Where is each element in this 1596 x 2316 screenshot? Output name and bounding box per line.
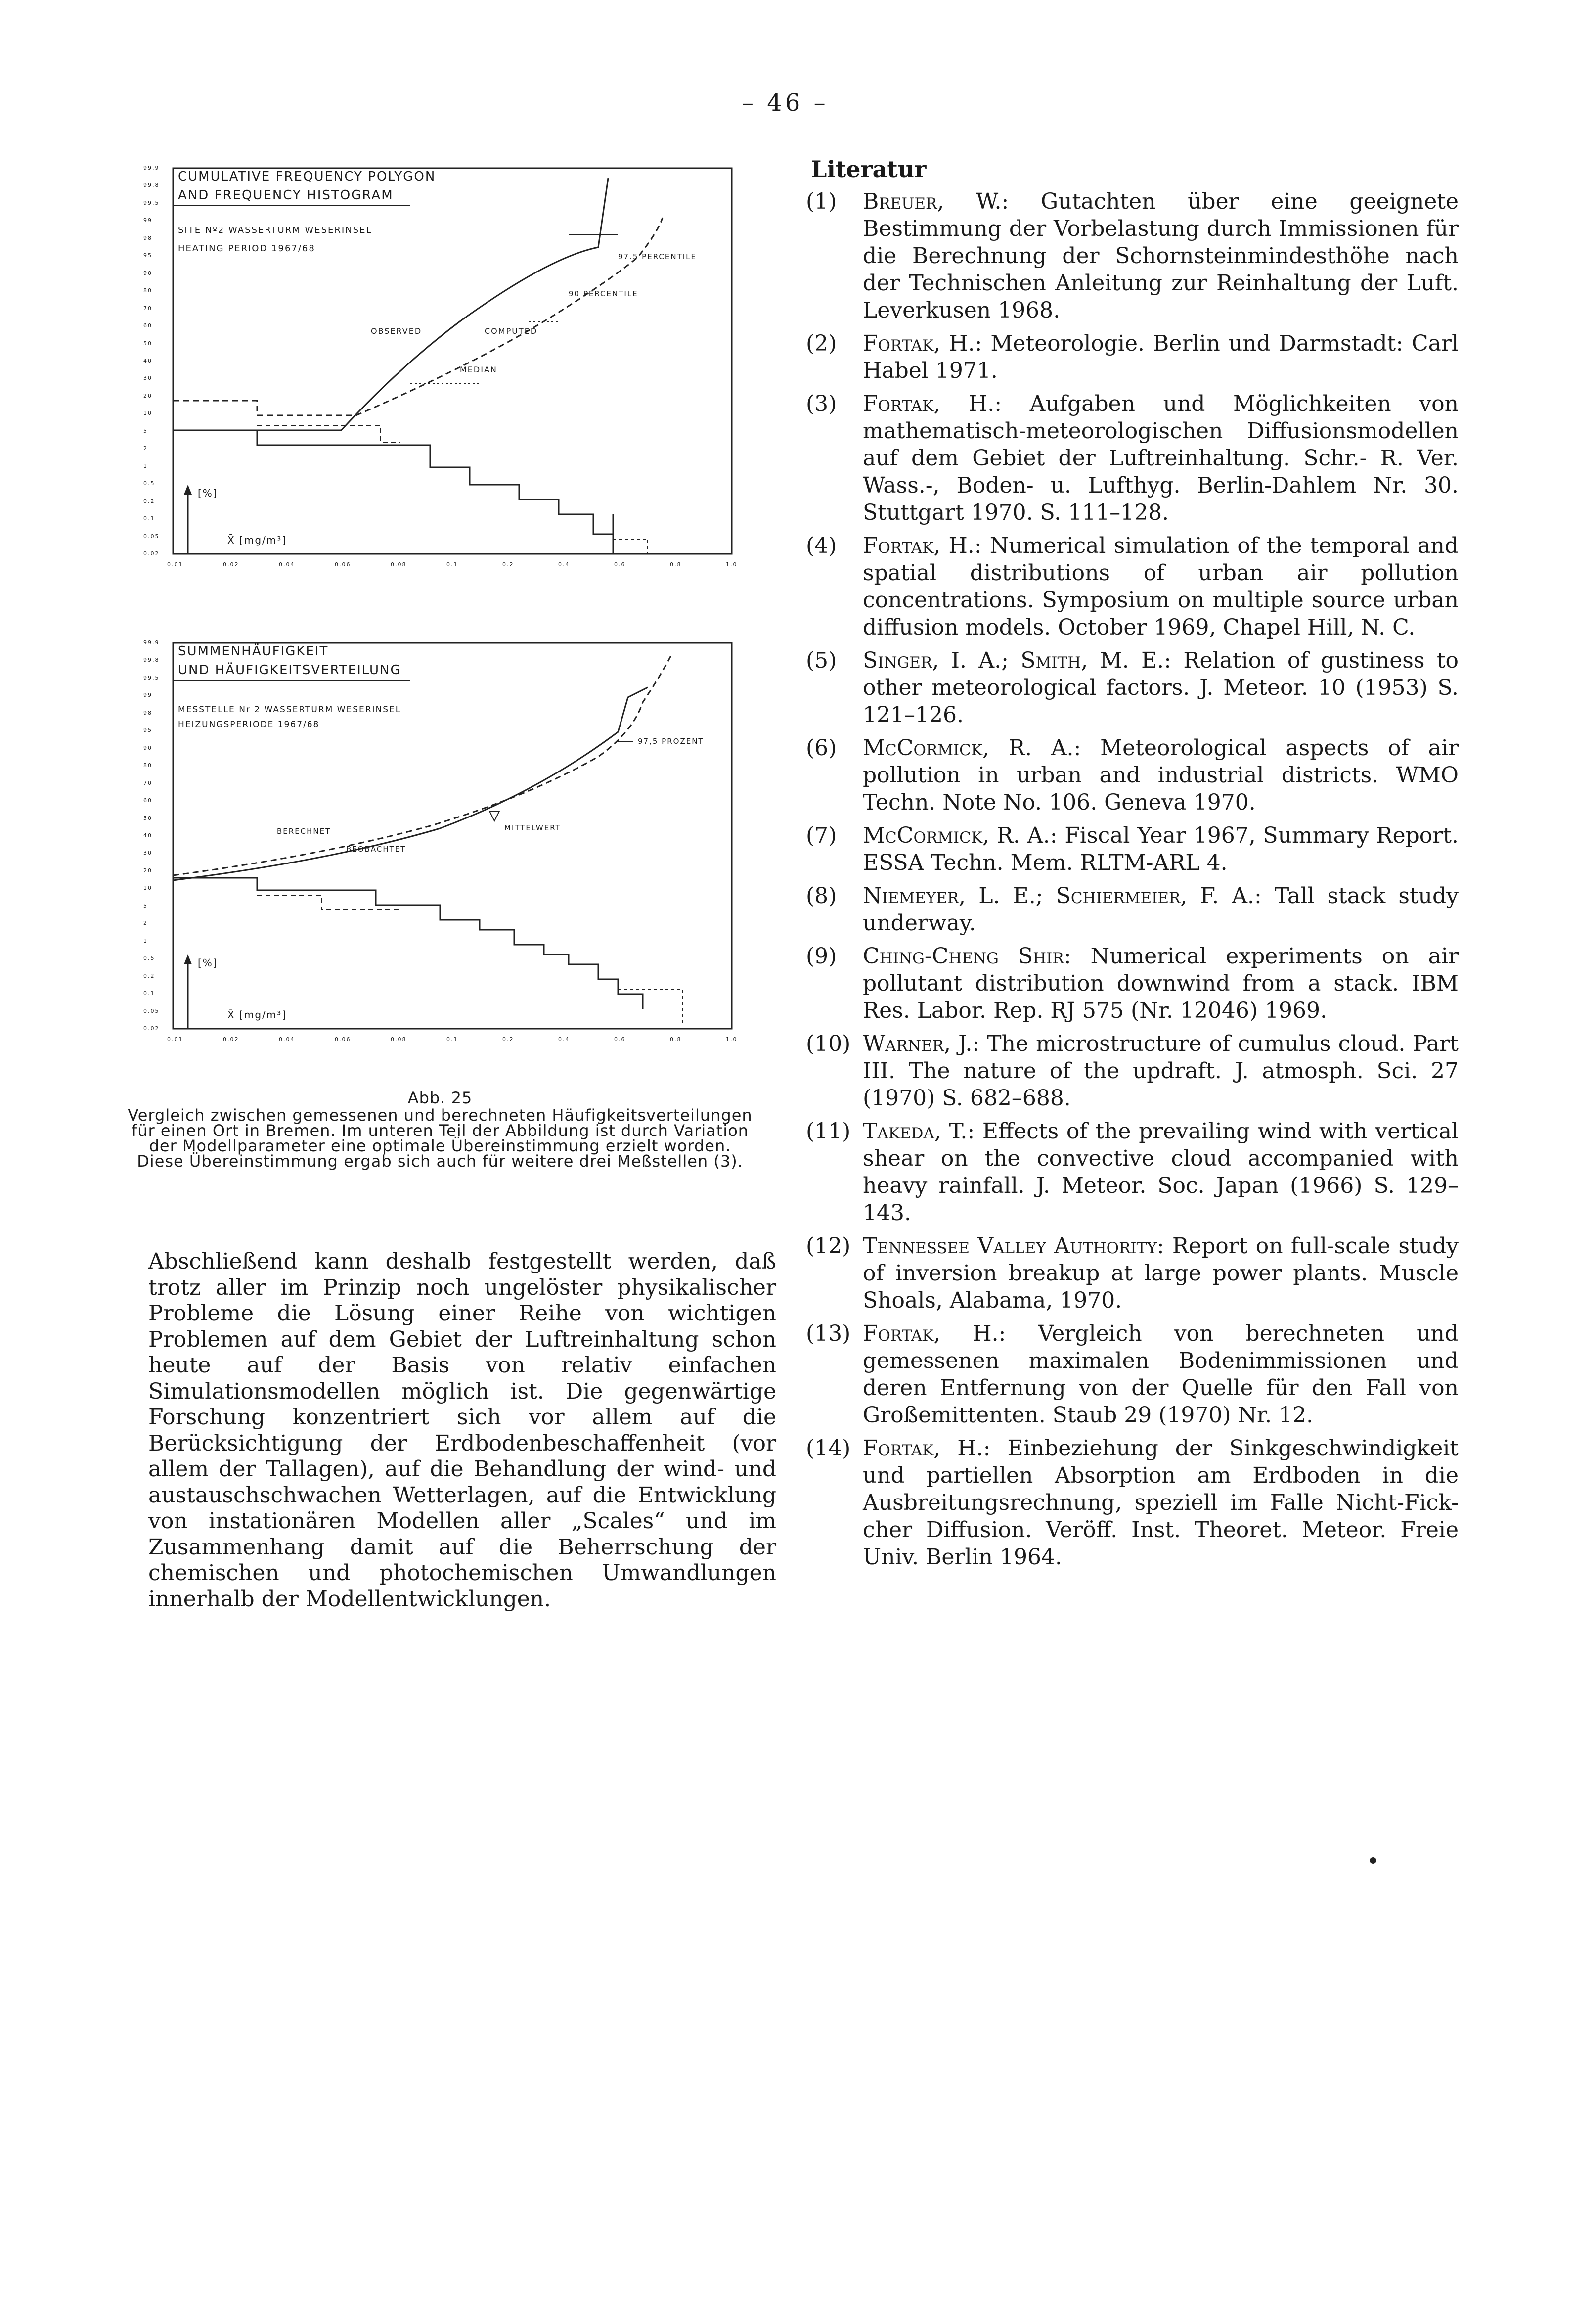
reference-author: McCormick, R. A.: bbox=[863, 735, 1081, 761]
y-tick-label: 10 bbox=[143, 885, 152, 892]
y-tick-label: 99.5 bbox=[143, 674, 160, 681]
chart-top-period: HEATING PERIOD 1967/68 bbox=[178, 243, 315, 254]
y-tick-label: 2 bbox=[143, 920, 148, 927]
reference-number: (1) bbox=[806, 189, 837, 214]
chart-bottom-label-berechnet: BERECHNET bbox=[277, 827, 331, 836]
x-tick-label: 0.06 bbox=[335, 1036, 351, 1043]
x-tick-label: 0.04 bbox=[279, 561, 295, 568]
reference-number: (2) bbox=[806, 331, 837, 356]
reference-text: Report on full-scale study of inversion breakup at large power plants. Muscle Shoals, Alabama, 1970. bbox=[863, 1233, 1459, 1313]
reference-item bbox=[806, 330, 1459, 384]
chart-top-title-1: CUMULATIVE FREQUENCY POLYGON bbox=[178, 169, 436, 184]
reference-author: Tennessee Valley Authority: bbox=[863, 1233, 1164, 1259]
reference-item bbox=[806, 1118, 1459, 1226]
chart-bottom-period: HEIZUNGSPERIODE 1967/68 bbox=[178, 720, 320, 729]
reference-item bbox=[806, 1030, 1459, 1112]
ink-spot bbox=[1370, 1857, 1376, 1864]
y-tick-label: 99 bbox=[143, 217, 152, 224]
reference-item bbox=[806, 647, 1459, 728]
y-tick-label: 10 bbox=[143, 410, 152, 417]
chart-bottom-label-mittelwert: MITTELWERT bbox=[504, 823, 561, 832]
caption-text: Vergleich zwischen gemessenen und berechneten Häufigkeitsverteilungen für einen Ort in Bremen. Im unteren Teil der Abbildung ist durch Variation der Modellparameter eine optimale Übereinstimmung erzielt worden. Diese Übereinstimmung ergab sich auch für weitere drei Meßstellen (3). bbox=[128, 1106, 753, 1171]
chart-top bbox=[124, 158, 756, 584]
chart-top-x-unit: X̄ [mg/m³] bbox=[227, 534, 287, 546]
reference-author: Niemeyer, L. E.; Schiermeier, F. A.: bbox=[863, 883, 1262, 908]
reference-text: Numerical experiments on air pollutant distribution downwind from a stack. IBM Res. Labor. Rep. RJ 575 (Nr. 12046) 1969. bbox=[863, 944, 1459, 1023]
x-tick-label: 0.8 bbox=[670, 561, 682, 568]
x-tick-label: 0.01 bbox=[167, 561, 183, 568]
reference-number: (9) bbox=[806, 944, 837, 969]
x-tick-label: 0.4 bbox=[558, 1036, 570, 1043]
reference-number: (4) bbox=[806, 533, 837, 558]
reference-author: Breuer, W.: bbox=[863, 189, 1009, 214]
chart-bottom-y-unit: [%] bbox=[198, 957, 218, 969]
chart-bottom-title-2: UND HÄUFIGKEITSVERTEILUNG bbox=[178, 663, 401, 678]
chart-top-title-2: AND FREQUENCY HISTOGRAM bbox=[178, 188, 394, 203]
chart-top-graphic bbox=[124, 158, 756, 584]
reference-item bbox=[806, 532, 1459, 641]
reference-item bbox=[806, 188, 1459, 324]
chart-top-label-observed: OBSERVED bbox=[371, 326, 422, 336]
chart-top-label-median: MEDIAN bbox=[460, 365, 497, 374]
reference-text: Meteorologie. Berlin und Darmstadt: Carl Habel 1971. bbox=[863, 331, 1459, 383]
chart-bottom bbox=[124, 633, 756, 1058]
reference-author: McCormick, R. A.: bbox=[863, 823, 1058, 848]
reference-author: Fortak, H.: bbox=[863, 1436, 991, 1461]
reference-author: Fortak, H.: bbox=[863, 391, 1002, 416]
reference-number: (7) bbox=[806, 823, 837, 848]
reference-number: (3) bbox=[806, 391, 837, 416]
reference-author: Singer, I. A.; Smith, M. E.: bbox=[863, 648, 1171, 673]
y-tick-label: 50 bbox=[143, 340, 152, 347]
y-tick-label: 5 bbox=[143, 427, 148, 434]
y-tick-label: 70 bbox=[143, 779, 152, 786]
x-tick-label: 0.02 bbox=[223, 561, 239, 568]
x-tick-label: 0.01 bbox=[167, 1036, 183, 1043]
y-tick-label: 20 bbox=[143, 867, 152, 874]
y-tick-label: 90 bbox=[143, 744, 152, 751]
reference-item bbox=[806, 943, 1459, 1024]
reference-text: Meteorological aspects of air pollution in urban and industrial districts. WMO Techn. Note No. 106. Geneva 1970. bbox=[863, 735, 1459, 815]
x-tick-label: 0.02 bbox=[223, 1036, 239, 1043]
literature-heading: Literatur bbox=[811, 156, 927, 182]
y-tick-label: 99.9 bbox=[143, 639, 160, 646]
x-tick-label: 0.04 bbox=[279, 1036, 295, 1043]
reference-text: Gutachten über eine geeignete Bestimmung der Vorbelastung durch Immissionen für die Berechnung der Schornsteinmindesthöhe nach der Technischen Anleitung zur Reinhaltung der Luft. Leverkusen 1968. bbox=[863, 189, 1459, 323]
reference-number: (6) bbox=[806, 735, 837, 761]
y-tick-label: 0.02 bbox=[143, 1025, 160, 1032]
x-tick-label: 0.6 bbox=[614, 561, 626, 568]
y-tick-label: 1 bbox=[143, 937, 148, 944]
caption-title: Abb. 25 bbox=[407, 1089, 473, 1107]
x-tick-label: 0.6 bbox=[614, 1036, 626, 1043]
reference-item bbox=[806, 1232, 1459, 1314]
reference-number: (13) bbox=[806, 1321, 851, 1346]
y-tick-label: 40 bbox=[143, 358, 152, 364]
reference-number: (5) bbox=[806, 648, 837, 673]
chart-bottom-x-unit: X̄ [mg/m³] bbox=[227, 1009, 287, 1021]
x-tick-label: 0.08 bbox=[391, 561, 407, 568]
x-tick-label: 0.4 bbox=[558, 561, 570, 568]
y-tick-label: 0.5 bbox=[143, 955, 155, 962]
figure-caption bbox=[124, 1090, 756, 1169]
y-tick-label: 20 bbox=[143, 392, 152, 399]
y-tick-label: 50 bbox=[143, 815, 152, 821]
y-tick-label: 60 bbox=[143, 322, 152, 329]
reference-item bbox=[806, 822, 1459, 876]
body-paragraph: Abschließend kann deshalb festgestellt werden, daß trotz aller im Prinzip noch ungelöster physikalischer Probleme die Lösung einer Reihe von wichtigen Problemen auf dem Gebiet der Luftreinhaltung schon heute auf der Basis von relativ einfachen Simulationsmodellen möglich ist. Die gegenwärtige Forschung konzentriert sich vor allem auf die Berücksichtigung der Erdbodenbeschaffenheit (vor allem der Tallagen), auf die Behandlung der wind- und austauschschwachen Wetterlagen, auf die Entwicklung von instationären Modellen aller „Scales“ und im Zusammenhang damit auf die Beherrschung der chemischen und photochemischen Umwandlungen innerhalb der Modellentwicklungen. bbox=[148, 1249, 776, 1612]
reference-item bbox=[806, 882, 1459, 937]
y-tick-label: 95 bbox=[143, 252, 152, 259]
chart-top-y-unit: [%] bbox=[198, 487, 218, 499]
reference-text: The microstructure of cumulus cloud. Part III. The nature of the updraft. J. atmosph. Sci. 27 (1970) S. 682–688. bbox=[863, 1031, 1459, 1111]
y-tick-label: 0.5 bbox=[143, 480, 155, 487]
chart-bottom-site: MESSTELLE Nr 2 WASSERTURM WESERINSEL bbox=[178, 705, 401, 715]
y-tick-label: 30 bbox=[143, 850, 152, 857]
y-tick-label: 95 bbox=[143, 727, 152, 734]
reference-author: Warner, J.: bbox=[863, 1031, 980, 1056]
reference-author: Fortak, H.: bbox=[863, 331, 982, 356]
reference-item bbox=[806, 1320, 1459, 1429]
reference-number: (14) bbox=[806, 1436, 851, 1461]
chart-top-label-computed: COMPUTED bbox=[485, 326, 538, 336]
y-tick-label: 0.02 bbox=[143, 550, 160, 557]
reference-author: Fortak, H.: bbox=[863, 533, 982, 558]
reference-text: Fiscal Year 1967, Summary Report. ESSA Techn. Mem. RLTM-ARL 4. bbox=[863, 823, 1459, 875]
x-tick-label: 0.06 bbox=[335, 561, 351, 568]
chart-top-label-90: 90 PERCENTILE bbox=[569, 289, 638, 298]
x-tick-label: 0.2 bbox=[502, 561, 514, 568]
x-tick-label: 0.1 bbox=[446, 561, 458, 568]
y-tick-label: 99.8 bbox=[143, 657, 160, 664]
reference-text: Vergleich von berechneten und gemessenen maximalen Bodenimmissionen und deren Entfernung von der Quelle für den Fall von Großemittenten. Staub 29 (1970) Nr. 12. bbox=[863, 1321, 1459, 1428]
y-tick-label: 80 bbox=[143, 287, 152, 294]
reference-author: Takeda, T.: bbox=[863, 1119, 975, 1144]
reference-text: Effects of the prevailing wind with vertical shear on the convective cloud accompanied with heavy rainfall. J. Meteor. Soc. Japan (1966) S. 129–143. bbox=[863, 1119, 1459, 1226]
y-tick-label: 70 bbox=[143, 305, 152, 312]
y-tick-label: 99.8 bbox=[143, 182, 160, 189]
reference-number: (8) bbox=[806, 883, 837, 908]
y-tick-label: 5 bbox=[143, 902, 148, 909]
reference-author: Fortak, H.: bbox=[863, 1321, 1006, 1346]
y-tick-label: 30 bbox=[143, 375, 152, 382]
page-number: – 46 – bbox=[742, 89, 829, 117]
reference-text: Relation of gustiness to other meteorological factors. J. Meteor. 10 (1953) S. 121–126. bbox=[863, 648, 1459, 727]
y-tick-label: 90 bbox=[143, 270, 152, 276]
x-tick-label: 0.8 bbox=[670, 1036, 682, 1043]
chart-bottom-graphic bbox=[124, 633, 756, 1058]
y-tick-label: 0.2 bbox=[143, 498, 155, 504]
x-tick-label: 1.0 bbox=[726, 561, 738, 568]
y-tick-label: 0.05 bbox=[143, 1007, 160, 1014]
y-tick-label: 99 bbox=[143, 692, 152, 699]
y-tick-label: 99.9 bbox=[143, 165, 160, 171]
chart-bottom-label-beobachtet: BEOBACHTET bbox=[346, 845, 406, 854]
chart-bottom-title-1: SUMMENHÄUFIGKEIT bbox=[178, 644, 329, 659]
y-tick-label: 0.05 bbox=[143, 533, 160, 540]
chart-top-label-975: 97.5 PERCENTILE bbox=[618, 252, 697, 261]
y-tick-label: 1 bbox=[143, 462, 148, 469]
y-tick-label: 40 bbox=[143, 832, 152, 839]
chart-top-site: SITE Nº2 WASSERTURM WESERINSEL bbox=[178, 225, 372, 235]
x-tick-label: 0.08 bbox=[391, 1036, 407, 1043]
reference-text: Einbeziehung der Sinkgeschwindigkeit und partiellen Absorption am Erdboden in die Ausbreitungsrechnung, speziell im Falle Nicht-Fick-cher Diffusion. Veröff. Inst. Theoret. Meteor. Freie Univ. Berlin 1964. bbox=[863, 1436, 1459, 1570]
y-tick-label: 80 bbox=[143, 762, 152, 769]
y-tick-label: 2 bbox=[143, 445, 148, 452]
y-tick-label: 0.1 bbox=[143, 990, 155, 997]
reference-number: (11) bbox=[806, 1119, 851, 1144]
y-tick-label: 98 bbox=[143, 709, 152, 716]
reference-author: Ching-Cheng Shir: bbox=[863, 944, 1071, 969]
y-tick-label: 60 bbox=[143, 797, 152, 804]
reference-text: Aufgaben und Möglichkeiten von mathematisch-meteorologischen Diffusionsmodellen auf dem Gebiet der Luftreinhaltung. Schr.- R. Ver. Wass.-, Boden- u. Lufthyg. Berlin-Dahlem Nr. 30. Stuttgart 1970. S. 111–128. bbox=[863, 391, 1459, 525]
x-tick-label: 0.2 bbox=[502, 1036, 514, 1043]
reference-item bbox=[806, 390, 1459, 526]
reference-item bbox=[806, 1435, 1459, 1571]
reference-item bbox=[806, 734, 1459, 816]
reference-text: Tall stack study underway. bbox=[863, 883, 1459, 936]
reference-number: (12) bbox=[806, 1233, 851, 1259]
y-tick-label: 99.5 bbox=[143, 199, 160, 206]
reference-text: Numerical simulation of the temporal and spatial distributions of urban air pollution concentrations. Symposium on multiple source urban diffusion models. October 1969, Chapel Hill, N. C. bbox=[863, 533, 1459, 640]
x-tick-label: 1.0 bbox=[726, 1036, 738, 1043]
reference-number: (10) bbox=[806, 1031, 851, 1056]
y-tick-label: 98 bbox=[143, 234, 152, 241]
x-tick-label: 0.1 bbox=[446, 1036, 458, 1043]
y-tick-label: 0.1 bbox=[143, 515, 155, 522]
y-tick-label: 0.2 bbox=[143, 972, 155, 979]
reference-list bbox=[806, 188, 1459, 1577]
chart-bottom-label-975: 97,5 PROZENT bbox=[638, 737, 704, 746]
